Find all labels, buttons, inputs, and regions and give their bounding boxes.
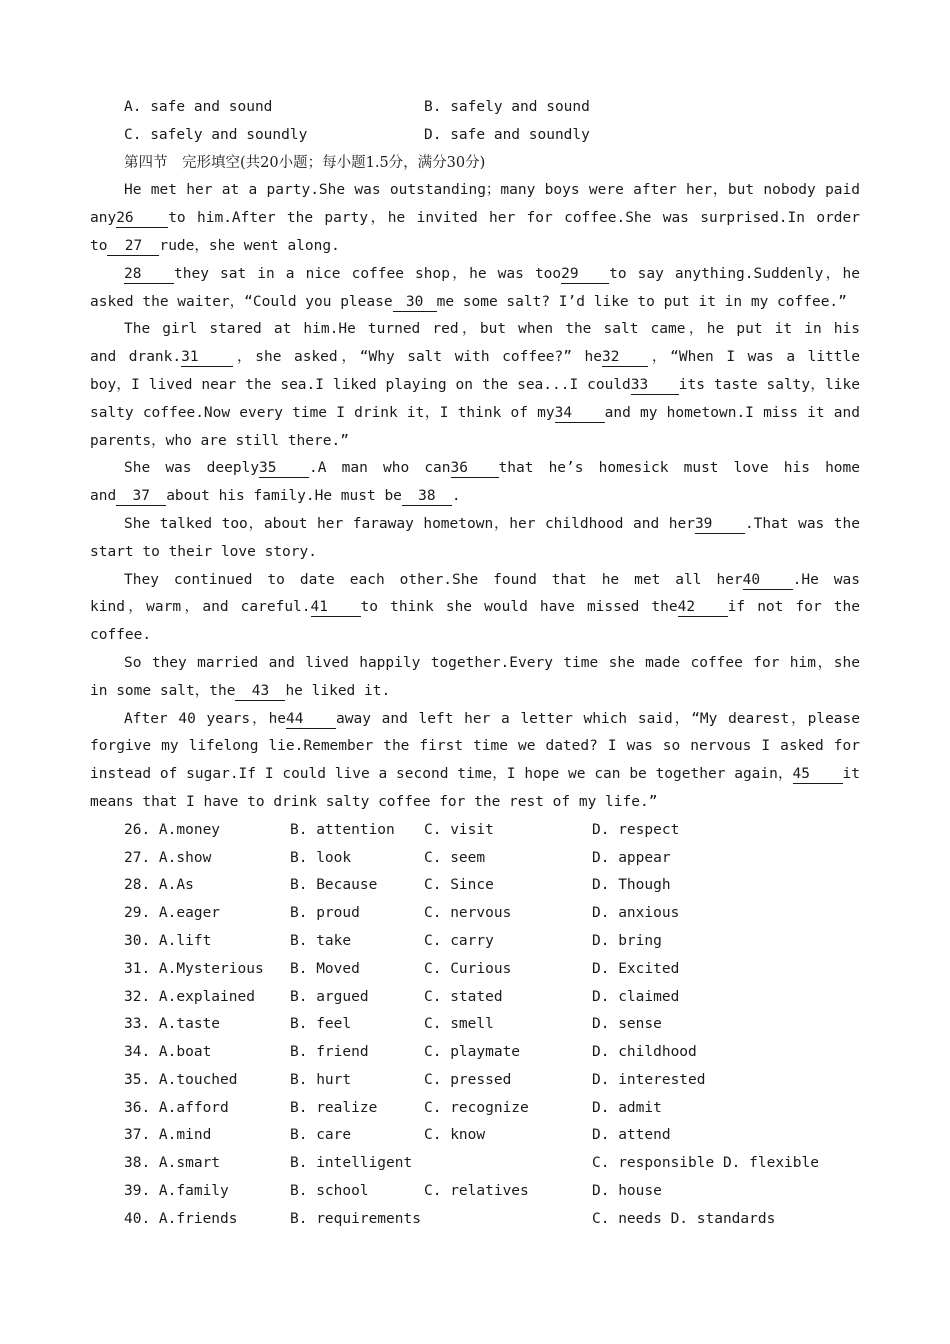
blank-30: 30 xyxy=(393,294,437,312)
option-b: B. Moved xyxy=(290,960,360,977)
question-28 xyxy=(90,872,860,900)
option-d: D. admit xyxy=(592,1099,662,1116)
passage-line: salty coffee.Now every time I drink it，I think of my34 and my hometown.I miss it and xyxy=(90,404,860,421)
passage-line: any26 to him.After the party，he invited her for coffee.She was surprised.In order xyxy=(90,210,860,227)
option-c: C. smell xyxy=(424,1016,494,1033)
option-d: D. Though xyxy=(592,877,671,894)
question-32 xyxy=(90,984,860,1012)
option-d: D. anxious xyxy=(592,905,680,922)
option-a: A. safe and sound xyxy=(124,99,273,115)
option-b: B. intelligent xyxy=(290,1155,413,1172)
blank-27: 27 xyxy=(107,238,159,256)
option-c: C. know xyxy=(424,1127,486,1144)
question-35 xyxy=(90,1067,860,1095)
passage-line: forgive my lifelong lie.Remember the first time we dated? I was so nervous I asked for xyxy=(90,738,860,755)
option-c: C. nervous xyxy=(424,905,512,922)
option-a: 40. A.friends xyxy=(124,1210,238,1227)
option-d: D. Excited xyxy=(592,960,680,977)
passage-line: She talked too，about her faraway hometown，her childhood and her39 .That was the xyxy=(124,515,860,532)
option-a: 37. A.mind xyxy=(124,1127,212,1144)
option-c: C. playmate xyxy=(424,1044,521,1061)
option-d: D. appear xyxy=(592,849,671,866)
prev-options-row-2 xyxy=(90,122,860,150)
question-31 xyxy=(90,956,860,984)
option-b: B. feel xyxy=(290,1016,352,1033)
blank-38: 38 xyxy=(402,488,452,506)
passage-line: to 27 rude，she went along. xyxy=(90,237,340,254)
option-d: D. claimed xyxy=(592,988,680,1005)
passage-line: They continued to date each other.She found that he met all her40 .He was xyxy=(124,571,860,588)
passage-line: instead of sugar.If I could live a second time，I hope we can be together again，45 it xyxy=(90,766,860,783)
question-38 xyxy=(90,1150,860,1178)
option-b: B. Because xyxy=(290,877,378,894)
question-36 xyxy=(90,1095,860,1123)
prev-options-row-1 xyxy=(90,94,860,122)
option-a: 30. A.lift xyxy=(124,932,212,949)
option-a: 31. A.Mysterious xyxy=(124,960,264,977)
blank-33: 33 xyxy=(631,377,679,395)
question-37 xyxy=(90,1122,860,1150)
passage-line: boy，I lived near the sea.I liked playing on the sea...I could33 its taste salty，like xyxy=(90,376,860,393)
option-a: 28. A.As xyxy=(124,877,194,894)
blank-31: 31 xyxy=(181,349,233,367)
passage-line: So they married and lived happily together.Every time she made coffee for him，she xyxy=(124,654,860,671)
option-b: B. argued xyxy=(290,988,369,1005)
option-c: C. Curious xyxy=(424,960,512,977)
option-a: 33. A.taste xyxy=(124,1016,221,1033)
passage-line: kind，warm，and careful.41 to think she would have missed the42 if not for the xyxy=(90,599,860,616)
option-b: B. care xyxy=(290,1127,352,1144)
option-c: C. safely and soundly xyxy=(124,126,308,143)
passage-line: asked the waiter，“Could you please 30 me some salt? I’d like to put it in my coffee.” xyxy=(90,293,847,310)
question-30 xyxy=(90,928,860,956)
option-b: B. friend xyxy=(290,1044,369,1061)
option-c: C. visit xyxy=(424,821,494,838)
option-a: 36. A.afford xyxy=(124,1099,229,1116)
option-a: 34. A.boat xyxy=(124,1044,212,1061)
passage-line: start to their love story. xyxy=(90,543,317,560)
passage-line: in some salt，the 43 he liked it. xyxy=(90,682,391,699)
blank-34: 34 xyxy=(555,405,605,423)
option-b: B. school xyxy=(290,1183,369,1200)
blank-40: 40 xyxy=(743,572,793,590)
option-a: 29. A.eager xyxy=(124,905,221,922)
blank-35: 35 xyxy=(259,460,309,478)
option-a: 39. A.family xyxy=(124,1183,229,1200)
option-c: C. pressed xyxy=(424,1071,512,1088)
option-d: D. bring xyxy=(592,932,662,949)
option-c: C. carry xyxy=(424,932,494,949)
blank-41: 41 xyxy=(311,599,361,617)
option-b: B. take xyxy=(290,932,352,949)
option-c: C. recognize xyxy=(424,1099,529,1116)
document-page xyxy=(90,94,860,1234)
question-40 xyxy=(90,1206,860,1234)
option-a: 26. A.money xyxy=(124,821,221,838)
option-b: B. requirements xyxy=(290,1210,421,1227)
option-b: B. realize xyxy=(290,1099,378,1116)
passage-line: coffee. xyxy=(90,627,152,644)
option-c: C. relatives xyxy=(424,1183,529,1200)
option-b: B. attention xyxy=(290,821,395,838)
question-34 xyxy=(90,1039,860,1067)
blank-43: 43 xyxy=(235,683,285,701)
passage-line: He met her at a party.She was outstanding；many boys were after her，but nobody paid xyxy=(124,182,860,199)
option-c-d: C. responsible D. flexible xyxy=(592,1155,819,1172)
blank-26: 26 xyxy=(116,210,168,228)
option-a: 27. A.show xyxy=(124,849,212,866)
blank-29: 29 xyxy=(561,266,609,284)
passage-line: parents，who are still there.” xyxy=(90,432,349,449)
option-b: B. proud xyxy=(290,905,360,922)
passage-line: 28 they sat in a nice coffee shop，he was too29 to say anything.Suddenly，he xyxy=(124,265,860,282)
option-b: B. hurt xyxy=(290,1071,352,1088)
question-33 xyxy=(90,1011,860,1039)
blank-36: 36 xyxy=(451,460,499,478)
blank-37: 37 xyxy=(116,488,166,506)
blank-39: 39 xyxy=(695,516,745,534)
question-29 xyxy=(90,900,860,928)
blank-45: 45 xyxy=(793,766,843,784)
blank-42: 42 xyxy=(678,599,728,617)
passage-line: She was deeply35 .A man who can36 that he’s homesick must love his home xyxy=(124,460,860,477)
option-d: D. childhood xyxy=(592,1044,697,1061)
option-c: C. seem xyxy=(424,849,486,866)
option-a: 32. A.explained xyxy=(124,988,255,1005)
option-c: C. Since xyxy=(424,877,494,894)
option-d: D. house xyxy=(592,1183,662,1200)
option-c: C. stated xyxy=(424,988,503,1005)
passage-line: and drank.31 ，she asked，“Why salt with coffee?” he32 ，“When I was a little xyxy=(90,349,860,366)
passage-line: and 37 about his family.He must be 38 . xyxy=(90,488,461,505)
option-d: D. safe and soundly xyxy=(424,126,590,143)
option-d: D. sense xyxy=(592,1016,662,1033)
passage-line: means that I have to drink salty coffee for the rest of my life.” xyxy=(90,793,658,810)
option-a: 38. A.smart xyxy=(124,1155,221,1172)
question-39 xyxy=(90,1178,860,1206)
option-c-d: C. needs D. standards xyxy=(592,1210,776,1227)
passage-line: The girl stared at him.He turned red，but when the salt came，he put it in his xyxy=(124,321,860,338)
option-d: D. respect xyxy=(592,821,680,838)
option-b: B. look xyxy=(290,849,352,866)
option-d: D. interested xyxy=(592,1071,706,1088)
question-27 xyxy=(90,845,860,873)
question-26 xyxy=(90,817,860,845)
blank-28: 28 xyxy=(124,266,174,284)
blank-44: 44 xyxy=(286,711,336,729)
blank-32: 32 xyxy=(602,349,648,367)
passage-line: After 40 years，he44 away and left her a letter which said，“My dearest，please xyxy=(124,710,860,727)
option-d: D. attend xyxy=(592,1127,671,1144)
option-b: B. safely and sound xyxy=(424,99,590,115)
option-a: 35. A.touched xyxy=(124,1071,238,1088)
section-title: 第四节 完形填空(共20小题；每小题1.5分，满分30分) xyxy=(124,154,486,171)
